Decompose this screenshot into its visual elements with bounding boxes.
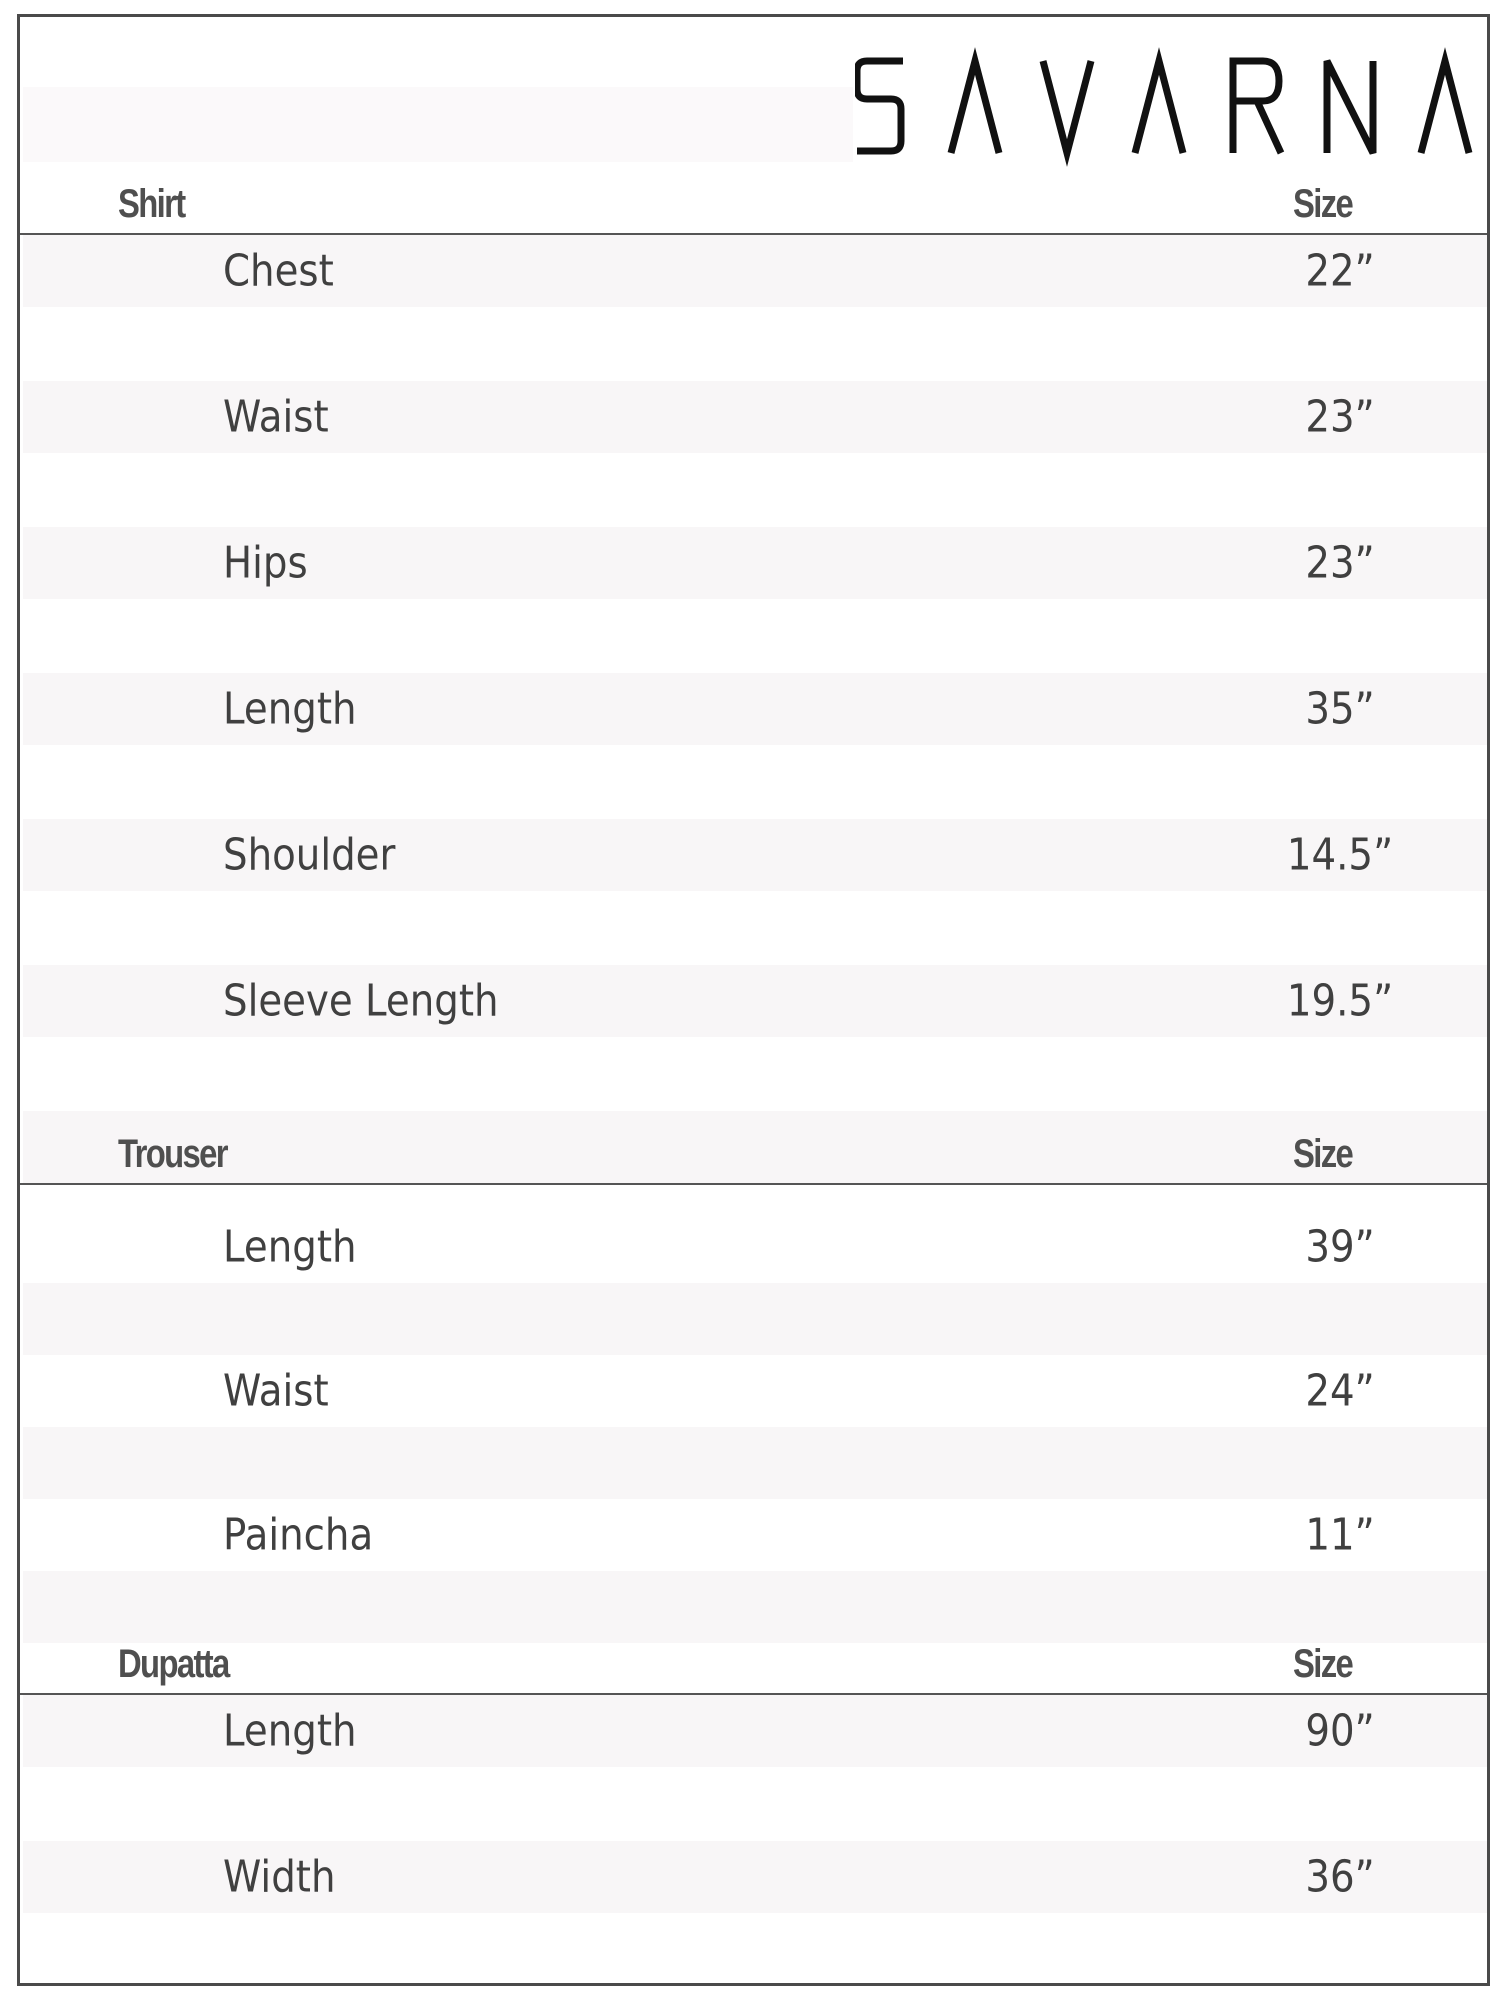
measurement-label: Waist bbox=[223, 1365, 329, 1417]
savarna-logo bbox=[855, 37, 1500, 167]
size-column-label: Size bbox=[1293, 182, 1353, 226]
measurement-label: Hips bbox=[223, 537, 308, 589]
measurement-label: Chest bbox=[223, 245, 334, 297]
section-title: Shirt bbox=[118, 182, 185, 226]
table-row bbox=[23, 673, 1487, 745]
table-row bbox=[23, 381, 1487, 453]
measurement-value: 23” bbox=[1305, 537, 1375, 589]
table-row bbox=[23, 1211, 1487, 1283]
table-row-spacer bbox=[23, 1571, 1487, 1643]
table-row bbox=[23, 235, 1487, 307]
table-row bbox=[23, 965, 1487, 1037]
measurement-value: 24” bbox=[1305, 1365, 1375, 1417]
measurement-value: 14.5” bbox=[1286, 829, 1394, 881]
section-divider bbox=[20, 1183, 1487, 1185]
measurement-label: Length bbox=[223, 1705, 357, 1757]
section-header-trouser bbox=[20, 1132, 1487, 1179]
measurement-label: Paincha bbox=[223, 1509, 374, 1561]
table-row bbox=[23, 1355, 1487, 1427]
section-header-dupatta bbox=[20, 1642, 1487, 1689]
section-header-shirt bbox=[20, 182, 1487, 229]
table-row bbox=[23, 1841, 1487, 1913]
measurement-value: 22” bbox=[1305, 245, 1375, 297]
table-row bbox=[23, 819, 1487, 891]
section-title: Trouser bbox=[118, 1132, 227, 1176]
table-row-spacer bbox=[23, 1283, 1487, 1355]
table-row bbox=[23, 1499, 1487, 1571]
measurement-label: Width bbox=[223, 1851, 336, 1903]
measurement-value: 35” bbox=[1305, 683, 1375, 735]
measurement-value: 11” bbox=[1305, 1509, 1375, 1561]
section-title: Dupatta bbox=[118, 1642, 229, 1686]
measurement-value: 19.5” bbox=[1286, 975, 1394, 1027]
measurement-value: 39” bbox=[1305, 1221, 1375, 1273]
measurement-label: Length bbox=[223, 1221, 357, 1273]
size-chart bbox=[17, 14, 1490, 1986]
table-row-spacer bbox=[23, 1427, 1487, 1499]
measurement-label: Length bbox=[223, 683, 357, 735]
measurement-value: 36” bbox=[1305, 1851, 1375, 1903]
measurement-label: Sleeve Length bbox=[223, 975, 499, 1027]
size-column-label: Size bbox=[1293, 1132, 1353, 1176]
table-row bbox=[23, 1695, 1487, 1767]
table-row bbox=[23, 527, 1487, 599]
measurement-label: Shoulder bbox=[223, 829, 396, 881]
measurement-value: 90” bbox=[1305, 1705, 1375, 1757]
measurement-value: 23” bbox=[1305, 391, 1375, 443]
size-column-label: Size bbox=[1293, 1642, 1353, 1686]
header-band bbox=[23, 87, 853, 162]
measurement-label: Waist bbox=[223, 391, 329, 443]
